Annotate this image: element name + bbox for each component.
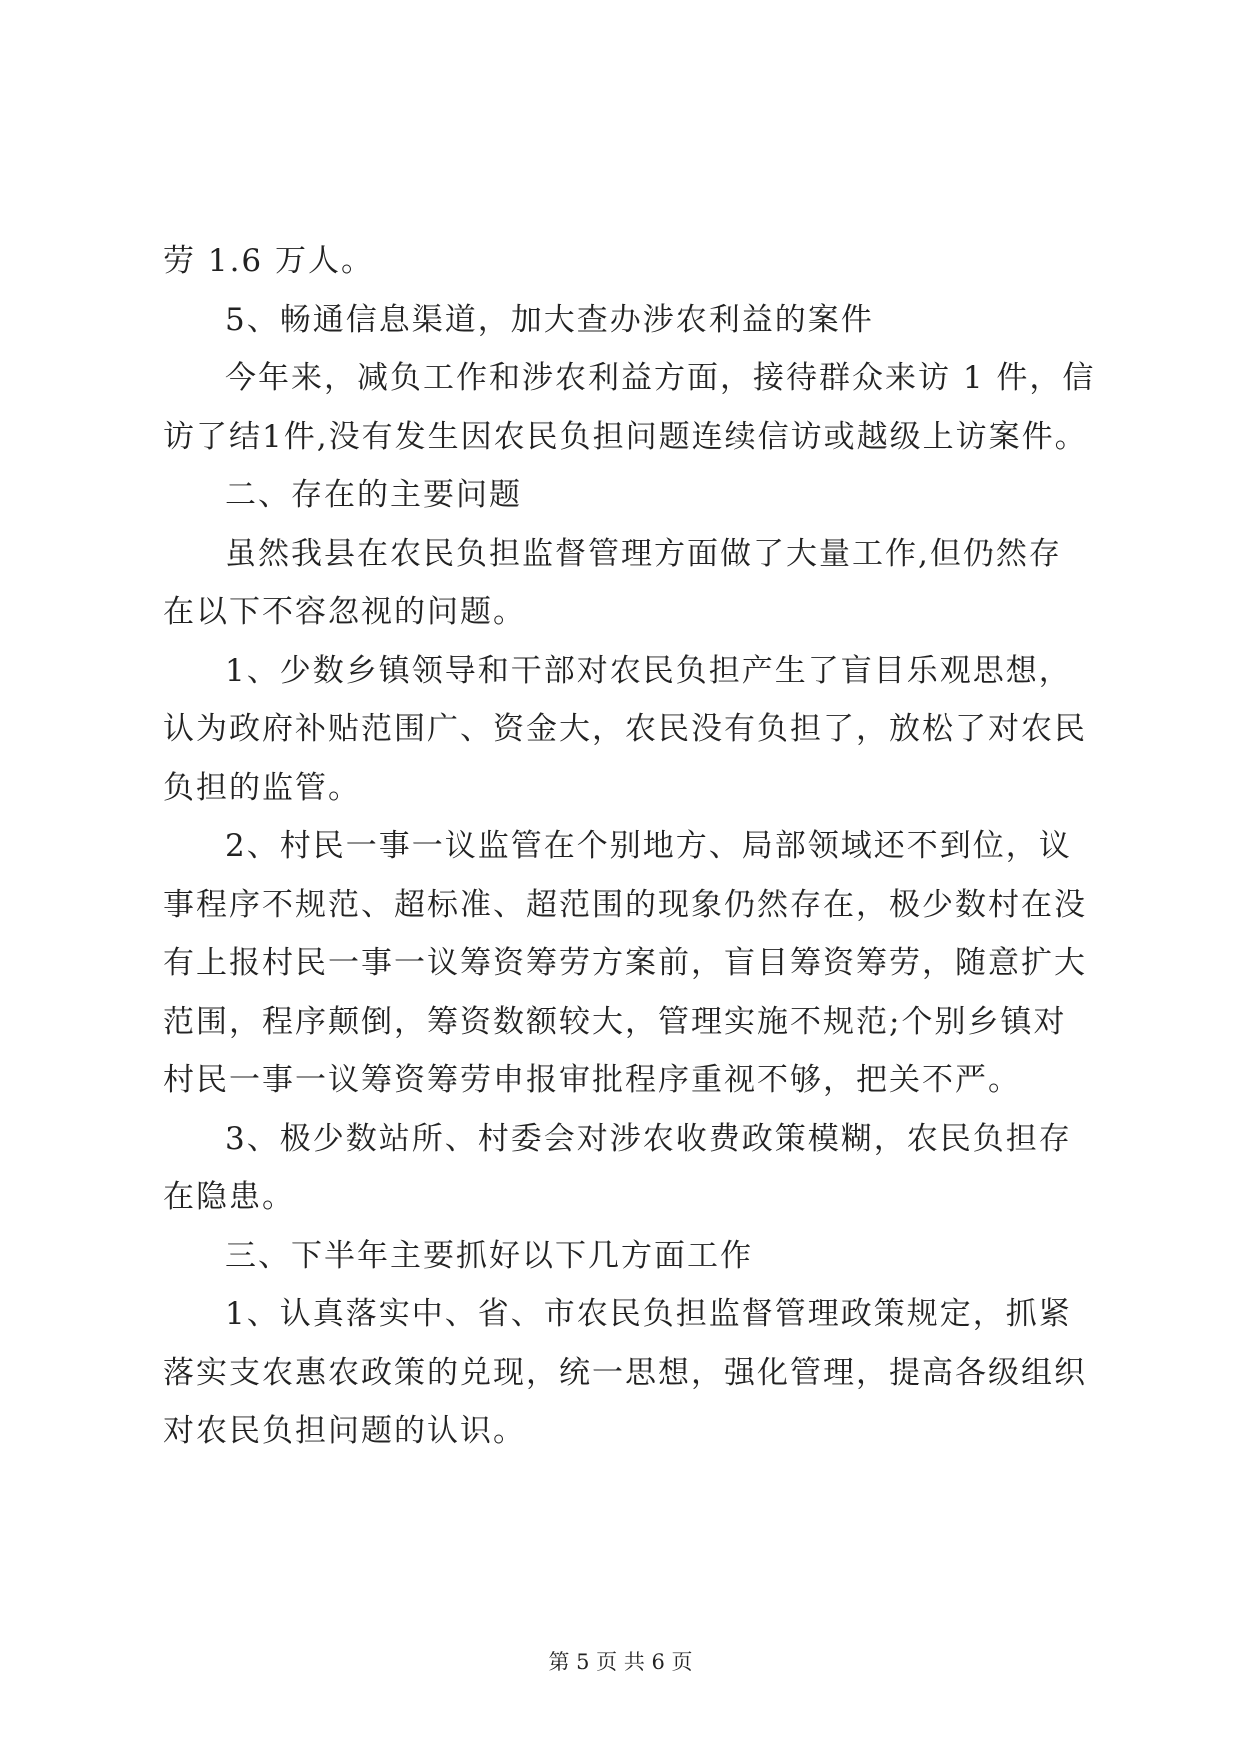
text-line: 村民一事一议筹资筹劳申报审批程序重视不够，把关不严。 bbox=[163, 1062, 1021, 1098]
text-line: 落实支农惠农政策的兑现，统一思想，强化管理，提高各级组织 bbox=[163, 1354, 1087, 1391]
page-number-footer: 第 5 页 共 6 页 bbox=[548, 1650, 693, 1674]
text-line: 1、认真落实中、省、市农民负担监督管理政策规定，抓紧 bbox=[225, 1296, 1072, 1332]
section-heading: 三、下半年主要抓好以下几方面工作 bbox=[225, 1237, 753, 1274]
section-heading: 二、存在的主要问题 bbox=[225, 477, 522, 513]
text-line: 事程序不规范、超标准、超范围的现象仍然存在，极少数村在没 bbox=[163, 886, 1087, 923]
text-line: 今年来，减负工作和涉农利益方面，接待群众来访 1 件，信 bbox=[225, 360, 1096, 396]
text-line: 访了结1件,没有发生因农民负担问题连续信访或越级上访案件。 bbox=[163, 418, 1088, 455]
text-line: 劳 1.6 万人。 bbox=[163, 243, 375, 279]
text-line: 虽然我县在农民负担监督管理方面做了大量工作,但仍然存 bbox=[225, 535, 1062, 572]
text-line: 1、少数乡镇领导和干部对农民负担产生了盲目乐观思想， bbox=[225, 652, 1072, 689]
text-line: 有上报村民一事一议筹资筹劳方案前，盲目筹资筹劳，随意扩大 bbox=[163, 945, 1087, 981]
text-line: 3、极少数站所、村委会对涉农收费政策模糊，农民负担存 bbox=[225, 1120, 1072, 1157]
text-line: 认为政府补贴范围广、资金大，农民没有负担了，放松了对农民 bbox=[163, 711, 1087, 747]
text-line: 负担的监管。 bbox=[163, 769, 361, 806]
text-line: 在以下不容忽视的问题。 bbox=[163, 594, 526, 630]
text-line: 范围，程序颠倒，筹资数额较大，管理实施不规范;个别乡镇对 bbox=[163, 1003, 1067, 1040]
text-line: 5、畅通信息渠道，加大查办涉农利益的案件 bbox=[225, 301, 874, 338]
text-line: 对农民负担问题的认识。 bbox=[163, 1413, 526, 1449]
text-line: 在隐患。 bbox=[163, 1179, 295, 1215]
document-body bbox=[163, 232, 1096, 1461]
text-line: 2、村民一事一议监管在个别地方、局部领域还不到位，议 bbox=[225, 828, 1072, 864]
